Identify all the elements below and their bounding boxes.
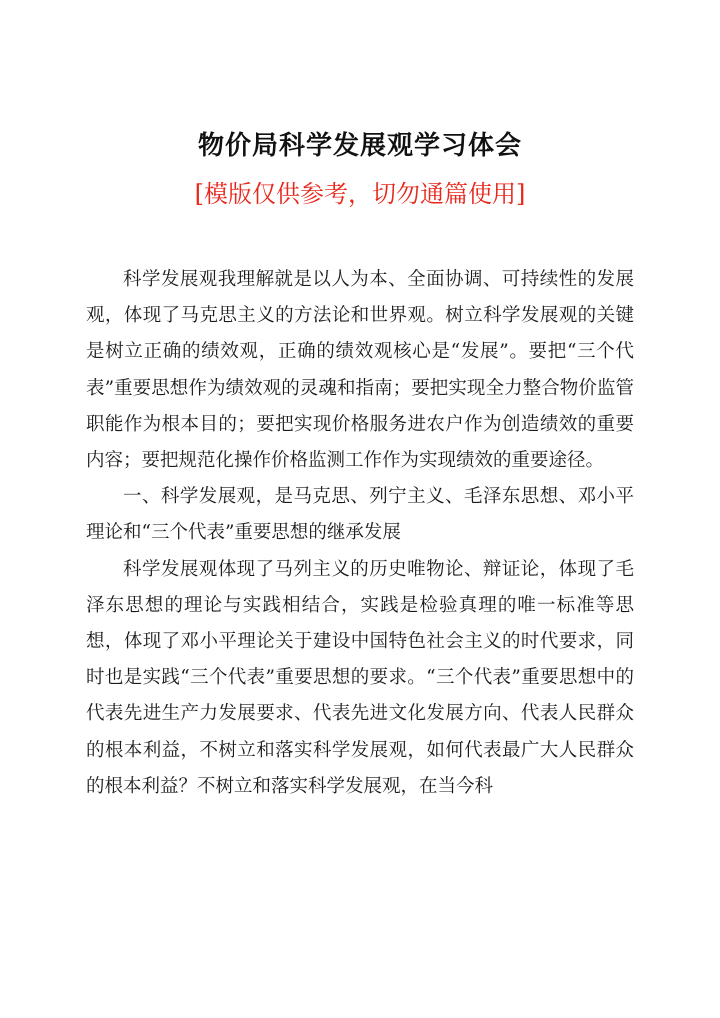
paragraph-body: 科学发展观体现了马列主义的历史唯物论、辩证论，体现了毛泽东思想的理论与实践相结合，实践是检验真理的唯一标准等思想，体现了邓小平理论关于建设中国特色社会主义的时代要求，同时也是实践“三个代表”重要思想的要求。“三个代表”重要思想中的代表先进生产力发展要求、代表先进文化发展方向、代表人民群众的根本利益，不树立和落实科学发展观，如何代表最广大人民群众的根本利益？不树立和落实科学发展观，在当今科 <box>86 558 634 797</box>
document-title: 物价局科学发展观学习体会 <box>197 131 522 161</box>
document-body <box>86 262 634 805</box>
template-disclaimer: [模版仅供参考，切勿通篇使用] <box>194 180 526 208</box>
paragraph-intro: 科学发展观我理解就是以人为本、全面协调、可持续性的发展观，体现了马克思主义的方法论和世界观。树立科学发展观的关键是树立正确的绩效观，正确的绩效观核心是“发展”。要把“三个代表”重要思想作为绩效观的灵魂和指南；要把实现全力整合物价监管职能作为根本目的；要把实现价格服务进农户作为创造绩效的重要内容；要把规范化操作价格监测工作作为实现绩效的重要途径。 <box>86 269 634 472</box>
paragraph-section-heading: 一、科学发展观，是马克思、列宁主义、毛泽东思想、邓小平理论和“三个代表”重要思想的继承发展 <box>86 486 634 544</box>
